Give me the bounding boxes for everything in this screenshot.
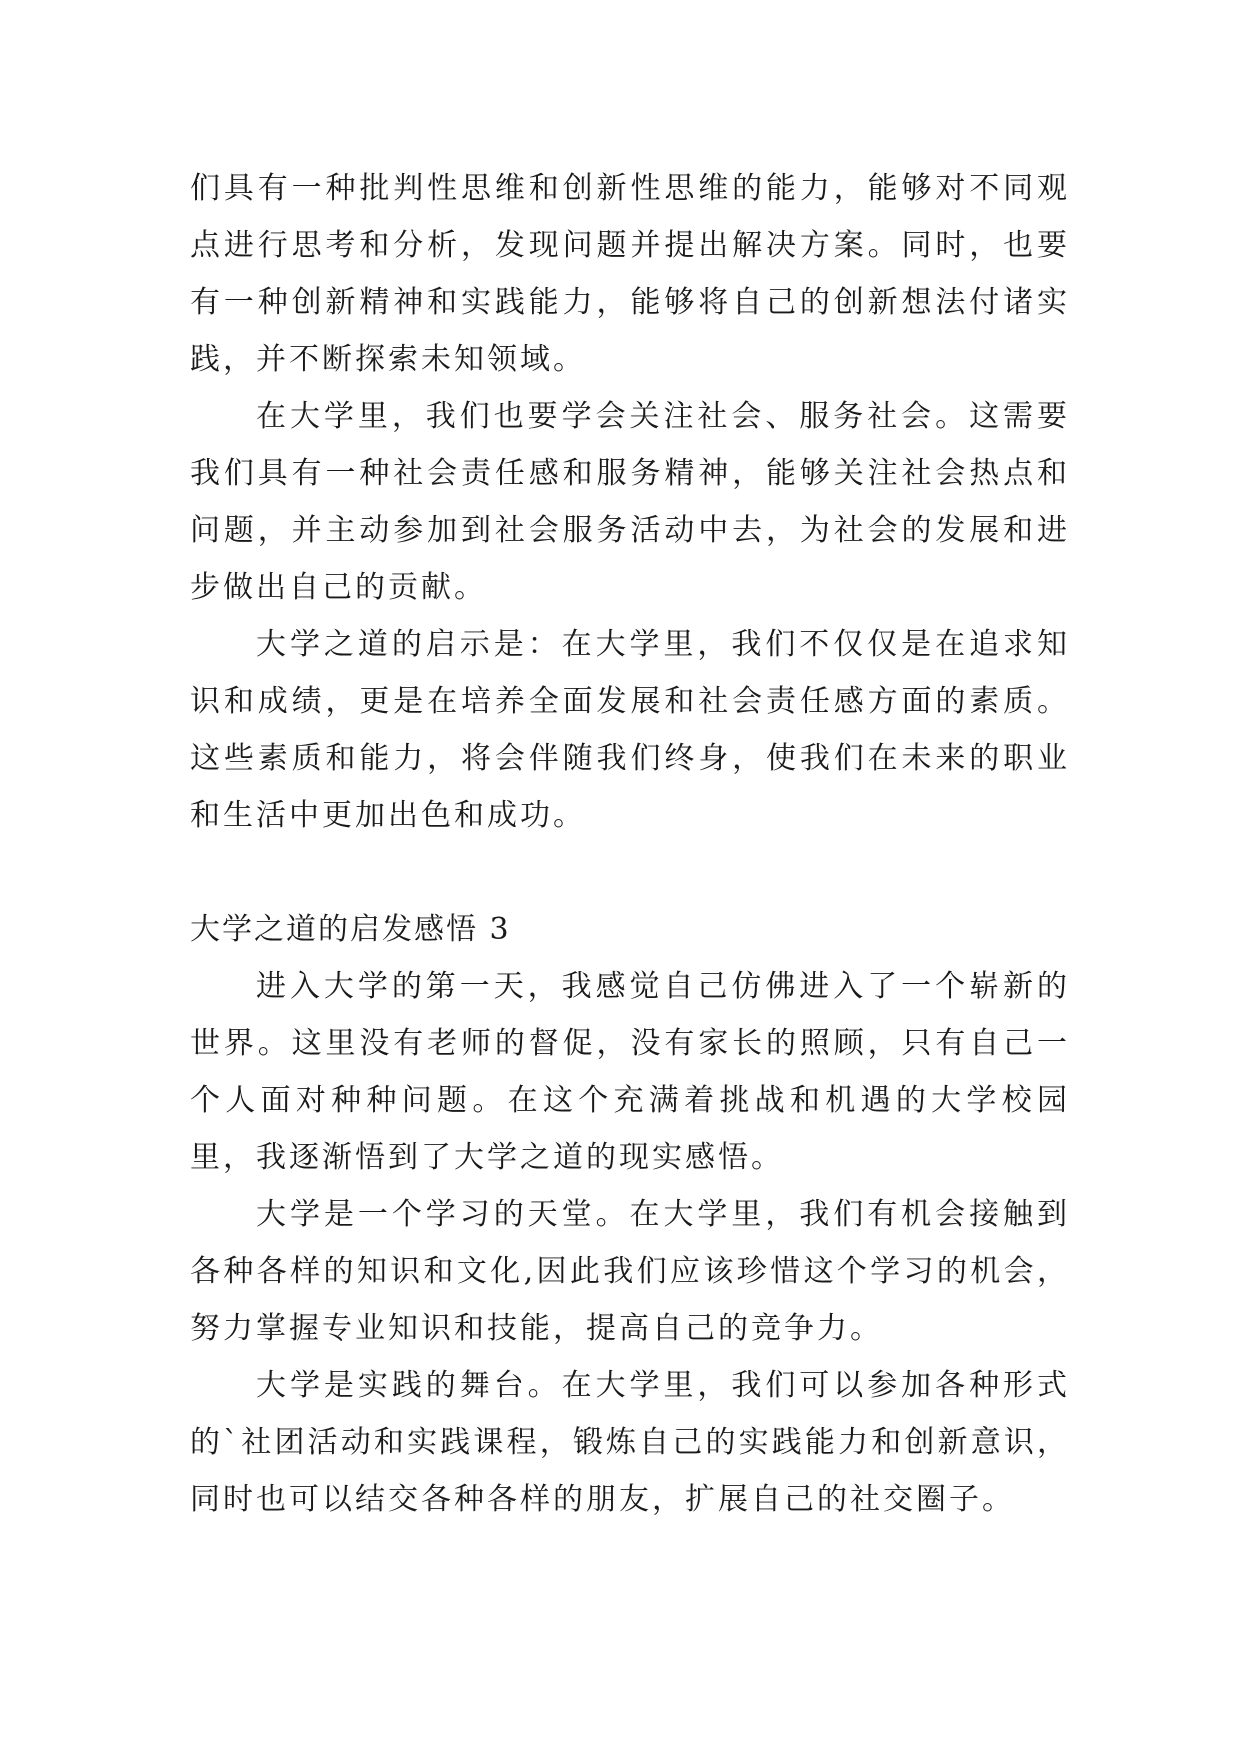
section-title: 大学之道的启发感悟 3	[190, 912, 511, 947]
paragraph: 大学之道的启示是：在大学里，我们不仅仅是在追求知识和成绩，更是在培养全面发展和社会责任感方面的素质。这些素质和能力，将会伴随我们终身，使我们在未来的职业和生活中更加出色和成功。	[190, 627, 1070, 833]
paragraph: 在大学里，我们也要学会关注社会、服务社会。这需要我们具有一种社会责任感和服务精神，能够关注社会热点和问题，并主动参加到社会服务活动中去，为社会的发展和进步做出自己的贡献。	[190, 399, 1070, 605]
paragraph: 大学是实践的舞台。在大学里，我们可以参加各种形式的`社团活动和实践课程，锻炼自己的实践能力和创新意识，同时也可以结交各种各样的朋友，扩展自己的社交圈子。	[190, 1368, 1070, 1517]
paragraph: 大学是一个学习的天堂。在大学里，我们有机会接触到各种各样的知识和文化,因此我们应该珍惜这个学习的机会，努力掌握专业知识和技能，提高自己的竞争力。	[190, 1197, 1070, 1346]
paragraph: 进入大学的第一天，我感觉自己仿佛进入了一个崭新的世界。这里没有老师的督促，没有家长的照顾，只有自己一个人面对种种问题。在这个充满着挑战和机遇的大学校园里，我逐渐悟到了大学之道的现实感悟。	[190, 969, 1070, 1175]
document-body	[190, 160, 1070, 1528]
paragraph-continuation: 们具有一种批判性思维和创新性思维的能力，能够对不同观点进行思考和分析，发现问题并提出解决方案。同时，也要有一种创新精神和实践能力，能够将自己的创新想法付诸实践，并不断探索未知领域。	[190, 171, 1070, 377]
